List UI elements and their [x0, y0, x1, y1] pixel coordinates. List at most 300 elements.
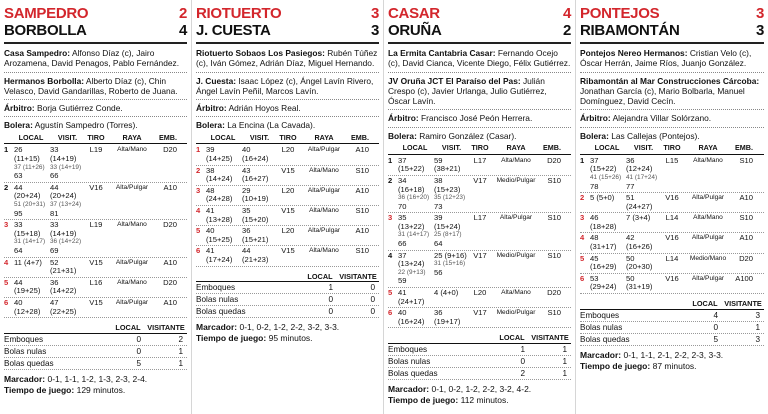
team1-row	[580, 5, 764, 22]
totals-visit: 1	[562, 369, 567, 379]
emb-cell: A10	[163, 297, 177, 307]
score-progression: Marcador: 0-1, 1-1, 1-2, 1-3, 2-3, 2-4.	[4, 373, 148, 384]
col-tiro: TIRO	[279, 132, 297, 142]
local-cell	[14, 279, 48, 296]
totals-visit: 0	[370, 307, 375, 317]
visit-score: 44 (20+24)	[50, 182, 77, 201]
totals-label: Emboques	[196, 283, 236, 293]
local-tiebreak: 37 (11+26)	[14, 163, 45, 171]
raya-cell: Alta/Pulgar	[691, 234, 725, 242]
referee: Árbitro: Borja Gutiérrez Conde.	[4, 103, 123, 114]
local-cell	[398, 214, 432, 248]
team2-score: 4	[178, 22, 187, 39]
totals-local: 0	[520, 357, 525, 367]
local-cell	[590, 157, 624, 191]
emb-cell: A10	[739, 193, 753, 203]
visit-cell	[50, 146, 85, 180]
col-raya: RAYA	[506, 143, 526, 153]
totals-row	[4, 346, 187, 358]
team2-name: J. CUESTA	[196, 22, 271, 39]
tiro-cell: L16	[89, 277, 103, 287]
totals-label: Emboques	[580, 310, 620, 320]
visit-cell	[434, 157, 469, 174]
team1-row	[4, 5, 187, 22]
chicos-header	[388, 144, 571, 155]
emb-cell: A10	[355, 145, 369, 155]
totals-visit: 3	[755, 334, 760, 344]
emb-cell: A10	[739, 233, 753, 243]
emb-cell: S10	[547, 213, 561, 223]
totals-row	[580, 334, 764, 346]
game-time: Tiempo de juego: 129 minutos.	[4, 385, 126, 396]
chico-number: 3	[196, 185, 201, 195]
chico-number: 3	[388, 213, 393, 223]
divider	[388, 72, 571, 73]
chico-number: 1	[4, 145, 9, 155]
local-tiebreak: 31 (14+17)	[14, 238, 46, 246]
visit-score: 4 (4+0)	[434, 288, 459, 298]
local-cell	[14, 259, 48, 268]
totals-label: Bolas nulas	[388, 357, 431, 367]
chicos-table	[4, 134, 187, 318]
local-score: 40 (16+24)	[398, 308, 425, 326]
divider	[196, 99, 379, 100]
raya-cell: Alta/Pulgar	[115, 258, 149, 266]
table-row	[388, 288, 571, 308]
local-score: 40 (15+25)	[206, 226, 233, 244]
visit-total: 56	[434, 267, 443, 277]
raya-cell: Alta/Pulgar	[307, 186, 341, 194]
visit-tiebreak: 41 (17+24)	[626, 173, 658, 181]
col-raya: RAYA	[314, 132, 334, 142]
chicos-rows	[388, 156, 571, 329]
raya-cell: Alta/Mano	[117, 278, 147, 286]
totals-local: 0	[328, 295, 333, 305]
chico-number: 4	[388, 250, 393, 260]
tiro-cell: L19	[89, 220, 103, 230]
tiro-cell: L14	[665, 253, 679, 263]
tiro-cell: V15	[281, 165, 295, 175]
chicos-table	[196, 134, 379, 267]
lineup-team1: Pontejos Nereo Hermanos: Cristian Velo (c), Óscar Herrán, Jaime Ríos, Juanjo González.	[580, 48, 752, 69]
team1-row	[196, 5, 379, 22]
visit-cell	[242, 167, 277, 184]
score-progression: Marcador: 0-1, 0-2, 1-2, 2-2, 3-2, 4-2.	[388, 384, 532, 395]
emb-cell: A100	[735, 273, 753, 283]
visit-cell	[50, 299, 85, 316]
team1-row	[388, 5, 571, 22]
team2-score: 3	[755, 22, 764, 39]
visit-score: 35 (15+20)	[242, 205, 269, 224]
local-cell	[206, 187, 240, 204]
chico-number: 2	[388, 175, 393, 185]
chico-number: 6	[388, 308, 393, 318]
visit-tiebreak: 37 (13+24)	[50, 200, 82, 208]
chico-number: 5	[580, 253, 585, 263]
visit-score: 39 (15+24)	[434, 213, 461, 231]
visit-cell	[434, 289, 469, 298]
totals-header: LOCAL VISITANTE	[196, 273, 379, 283]
totals-local: 5	[713, 334, 718, 344]
local-total: 66	[398, 239, 407, 249]
lineup-team1: La Ermita Cantabria Casar: Fernando Ocejo (c), David Cianca, Vicente Diego, Félix Gutiérrez.	[388, 48, 571, 69]
chico-number: 5	[388, 288, 393, 298]
lineup-team2: Ribamontán al Mar Construcciones Cárcoba: Jonathan García (c), Mario Bolbarla, Manuel Domínguez, David Cecín.	[580, 75, 760, 107]
local-cell	[398, 157, 432, 174]
local-score: 11 (4+7)	[14, 257, 42, 267]
score-progression: Marcador: 0-1, 0-2, 1-2, 2-2, 3-2, 3-3.	[196, 322, 340, 333]
table-row	[196, 186, 379, 206]
totals-row	[580, 322, 764, 334]
emb-cell: S10	[547, 308, 561, 318]
totals-row	[580, 310, 764, 322]
visit-total: 64	[434, 239, 443, 249]
visit-score: 29 (10+19)	[242, 185, 269, 204]
local-cell	[590, 214, 624, 231]
local-cell	[398, 289, 432, 306]
visit-total: 73	[434, 201, 443, 211]
team1-score: 3	[755, 5, 764, 22]
totals-row	[388, 356, 571, 368]
local-score: 33 (15+18)	[14, 220, 41, 238]
tiro-cell: L20	[473, 288, 487, 298]
totals-local: 0	[328, 307, 333, 317]
divider	[196, 116, 379, 117]
visit-score: 38 (15+23)	[434, 175, 461, 194]
raya-cell: Medio/Pulgar	[496, 309, 536, 317]
visit-cell	[626, 255, 661, 272]
local-score: 41 (17+24)	[206, 246, 233, 264]
local-score: 44 (20+24)	[14, 182, 41, 201]
venue: Bolera: Agustín Sampedro (Torres).	[4, 120, 138, 131]
visit-cell	[242, 227, 277, 244]
totals-row	[196, 282, 379, 294]
divider	[388, 127, 571, 128]
team2-score: 3	[370, 22, 379, 39]
team2-row	[388, 22, 571, 39]
table-row	[4, 278, 187, 298]
table-row	[388, 176, 571, 213]
visit-score: 36 (19+17)	[434, 308, 461, 326]
chico-number: 6	[580, 273, 585, 283]
col-local: LOCAL	[210, 132, 236, 142]
totals-local: 4	[713, 310, 718, 320]
totals-local: 0	[136, 334, 141, 344]
chico-number: 4	[196, 205, 201, 215]
col-emb: EMB.	[159, 132, 177, 142]
chico-number: 2	[4, 182, 9, 192]
col-local: LOCAL	[402, 143, 428, 153]
table-row	[580, 233, 764, 253]
tiro-cell: V17	[473, 308, 487, 318]
emb-cell: D20	[547, 155, 561, 165]
local-tiebreak: 51 (20+31)	[14, 200, 46, 208]
chico-number: 3	[580, 213, 585, 223]
visit-score: 40 (16+24)	[242, 145, 269, 164]
visit-cell	[242, 247, 277, 264]
divider	[196, 42, 379, 44]
tiro-cell: L17	[473, 213, 487, 223]
game-time: Tiempo de juego: 87 minutos.	[580, 360, 697, 371]
tiro-cell: L19	[89, 145, 103, 155]
totals-header: LOCAL VISITANTE	[580, 300, 764, 310]
team1-name: CASAR	[388, 5, 440, 22]
visit-cell	[434, 309, 469, 326]
totals-local: 0	[136, 346, 141, 356]
divider	[388, 42, 571, 44]
totals-row	[4, 358, 187, 370]
local-cell	[398, 177, 432, 211]
tiro-cell: L20	[281, 226, 295, 236]
table-row	[196, 206, 379, 226]
local-cell	[206, 167, 240, 184]
chicos-table	[580, 144, 764, 294]
divider	[4, 99, 187, 100]
totals-row	[4, 334, 187, 346]
table-row	[388, 156, 571, 176]
visit-cell	[626, 157, 661, 191]
totals-label: Bolas quedas	[388, 369, 438, 379]
emb-cell: S10	[355, 205, 369, 215]
visit-score: 36 (14+22)	[50, 277, 77, 296]
table-row	[196, 226, 379, 246]
visit-cell	[626, 234, 661, 251]
chico-number: 2	[196, 165, 201, 175]
team2-name: RIBAMONTÁN	[580, 22, 680, 39]
venue: Bolera: Las Callejas (Pontejos).	[580, 130, 700, 141]
raya-cell: Alta/Mano	[501, 289, 531, 297]
raya-cell: Alta/Pulgar	[691, 274, 725, 282]
raya-cell: Alta/Pulgar	[499, 214, 533, 222]
table-row	[4, 258, 187, 278]
visit-score: 25 (9+16)	[434, 250, 467, 260]
chicos-rows	[4, 145, 187, 318]
tiro-cell: V16	[665, 233, 679, 243]
divider	[388, 109, 571, 110]
local-cell	[206, 247, 240, 264]
divider	[196, 72, 379, 73]
emb-cell: S10	[355, 246, 369, 256]
local-score: 39 (14+25)	[206, 145, 233, 164]
chico-number: 4	[4, 257, 9, 267]
local-cell	[14, 146, 48, 180]
visit-cell	[626, 275, 661, 292]
local-cell	[398, 309, 432, 326]
team1-score: 4	[562, 5, 571, 22]
local-score: 40 (12+28)	[14, 297, 41, 316]
table-row	[4, 183, 187, 220]
local-score: 46 (18+28)	[590, 213, 617, 231]
visit-cell	[242, 207, 277, 224]
tiro-cell: V15	[89, 257, 103, 267]
totals-row	[196, 294, 379, 306]
col-local: LOCAL	[594, 143, 620, 153]
visit-score: 33 (14+19)	[50, 145, 77, 164]
divider	[4, 116, 187, 117]
local-score: 26 (11+15)	[14, 145, 40, 164]
totals-visit: 0	[370, 283, 375, 293]
local-score: 38 (14+24)	[206, 165, 233, 184]
totals-row	[196, 306, 379, 318]
tiro-cell: V17	[473, 175, 487, 185]
totals-visit: 1	[178, 346, 183, 356]
visit-score: 43 (16+27)	[242, 165, 269, 184]
team2-name: ORUÑA	[388, 22, 442, 39]
col-tiro: TIRO	[87, 132, 105, 142]
tiro-cell: V16	[89, 182, 103, 192]
chico-number: 5	[196, 226, 201, 236]
local-score: 37 (15+22)	[398, 155, 425, 174]
visit-cell	[242, 146, 277, 163]
divider	[580, 127, 764, 128]
score-progression: Marcador: 0-1, 1-1, 2-1, 2-2, 2-3, 3-3.	[580, 349, 724, 360]
tiro-cell: V15	[281, 205, 295, 215]
visit-tiebreak: 31 (15+16)	[434, 260, 466, 268]
col-visit: VISIT.	[57, 132, 78, 142]
totals-label: Bolas nulas	[4, 346, 47, 356]
table-row	[4, 298, 187, 318]
totals-label: Emboques	[4, 334, 44, 344]
totals-label: Bolas nulas	[196, 295, 239, 305]
visit-score: 47 (22+25)	[50, 297, 77, 316]
match-column	[384, 0, 576, 414]
local-tiebreak: 22 (9+13)	[398, 268, 426, 276]
raya-cell: Alta/Pulgar	[307, 227, 341, 235]
visit-score: 51 (24+27)	[626, 193, 653, 211]
totals-local: 0	[713, 322, 718, 332]
team2-score: 2	[562, 22, 571, 39]
divider	[580, 109, 764, 110]
visit-score: 59 (38+21)	[434, 155, 461, 174]
totals-label: Bolas quedas	[196, 307, 246, 317]
col-visit: VISIT.	[441, 143, 462, 153]
local-score: 48 (24+28)	[206, 185, 233, 204]
local-score: 41 (13+28)	[206, 205, 233, 224]
totals-label: Bolas quedas	[4, 358, 54, 368]
tiro-cell: L14	[665, 213, 679, 223]
emb-cell: D20	[163, 145, 177, 155]
visit-cell	[434, 252, 469, 278]
chico-number: 6	[196, 246, 201, 256]
tiro-cell: V16	[665, 273, 679, 283]
local-total: 63	[14, 171, 23, 181]
emb-cell: S10	[355, 165, 369, 175]
totals-header: LOCAL VISITANTE	[388, 334, 571, 344]
table-row	[388, 308, 571, 328]
visit-cell	[434, 214, 469, 248]
team1-name: PONTEJOS	[580, 5, 660, 22]
raya-cell: Alta/Mano	[309, 206, 339, 214]
chicos-table	[388, 144, 571, 328]
lineup-team2: JV Oruña JCT El Paraíso del Pas: Julián Crespo (c), Javier Urlanga, Julio Gutiérrez, Óscar Lavín.	[388, 75, 547, 107]
tiro-cell: V15	[89, 297, 103, 307]
team2-name: BORBOLLA	[4, 22, 87, 39]
emb-cell: A10	[355, 226, 369, 236]
local-tiebreak: 36 (16+20)	[398, 194, 430, 202]
totals-local: 1	[520, 345, 525, 355]
lineup-team1: Casa Sampedro: Alfonso Díaz (c), Jairo Arozamena, David Penagos, Pablo Fernández.	[4, 48, 180, 69]
local-score: 37 (15+22)	[590, 155, 617, 174]
tiro-cell: V16	[665, 193, 679, 203]
totals-visit: 1	[178, 358, 183, 368]
tiro-cell: V15	[281, 246, 295, 256]
visit-cell	[626, 194, 661, 211]
raya-cell: Alta/Mano	[309, 166, 339, 174]
chicos-header	[196, 134, 379, 145]
table-row	[388, 213, 571, 250]
visit-tiebreak: 33 (14+19)	[50, 163, 82, 171]
totals-visit: 1	[562, 357, 567, 367]
emb-cell: D20	[163, 220, 177, 230]
raya-cell: Alta/Mano	[309, 247, 339, 255]
table-row	[196, 145, 379, 165]
chico-number: 3	[4, 220, 9, 230]
visit-total: 66	[50, 171, 59, 181]
local-score: 48 (31+17)	[590, 233, 617, 252]
visit-score: 50 (20+30)	[626, 253, 653, 272]
local-score: 53 (29+24)	[590, 273, 617, 292]
visit-cell	[626, 214, 661, 223]
local-cell	[206, 227, 240, 244]
totals-rows	[196, 282, 379, 318]
referee: Árbitro: Francisco José Peón Herrera.	[388, 113, 533, 124]
table-row	[580, 156, 764, 193]
local-cell	[590, 234, 624, 251]
raya-cell: Alta/Mano	[501, 156, 531, 164]
divider	[4, 72, 187, 73]
local-cell	[14, 299, 48, 316]
visit-score: 7 (3+4)	[626, 213, 651, 223]
totals-local: 2	[520, 369, 525, 379]
chico-number: 4	[580, 233, 585, 243]
emb-cell: A10	[163, 257, 177, 267]
team1-name: SAMPEDRO	[4, 5, 89, 22]
col-visit: VISIT.	[633, 143, 654, 153]
visit-cell	[434, 177, 469, 211]
visit-score: 33 (14+19)	[50, 220, 77, 238]
local-score: 34 (16+18)	[398, 175, 425, 194]
team2-row	[580, 22, 764, 39]
tiro-cell: L20	[281, 145, 295, 155]
totals-label: Bolas quedas	[580, 334, 630, 344]
local-score: 45 (16+29)	[590, 253, 617, 272]
local-cell	[590, 255, 624, 272]
local-total: 64	[14, 245, 23, 255]
visit-score: 44 (21+23)	[242, 246, 269, 264]
team1-name: RIOTUERTO	[196, 5, 282, 22]
visit-score: 36 (12+24)	[626, 155, 653, 174]
local-total: 59	[398, 276, 407, 286]
visit-tiebreak: 36 (14+22)	[50, 238, 82, 246]
table-row	[580, 213, 764, 233]
raya-cell: Alta/Pulgar	[115, 298, 149, 306]
chico-number: 2	[580, 193, 585, 203]
emb-cell: A10	[163, 182, 177, 192]
raya-cell: Medio/Mano	[689, 254, 727, 262]
team2-row	[196, 22, 379, 39]
col-emb: EMB.	[735, 143, 753, 153]
lineup-team2: J. Cuesta: Isaac López (c), Ángel Lavín Rivero, Ángel Lavín Peñil, Marcos Lavín.	[196, 75, 374, 96]
totals-local: 1	[328, 283, 333, 293]
divider	[580, 42, 764, 44]
raya-cell: Alta/Mano	[117, 146, 147, 154]
visit-cell	[50, 279, 85, 296]
raya-cell: Alta/Mano	[693, 156, 723, 164]
raya-cell: Alta/Mano	[117, 221, 147, 229]
tiro-cell: V17	[473, 250, 487, 260]
totals-rows	[4, 334, 187, 370]
emb-cell: D20	[739, 253, 753, 263]
